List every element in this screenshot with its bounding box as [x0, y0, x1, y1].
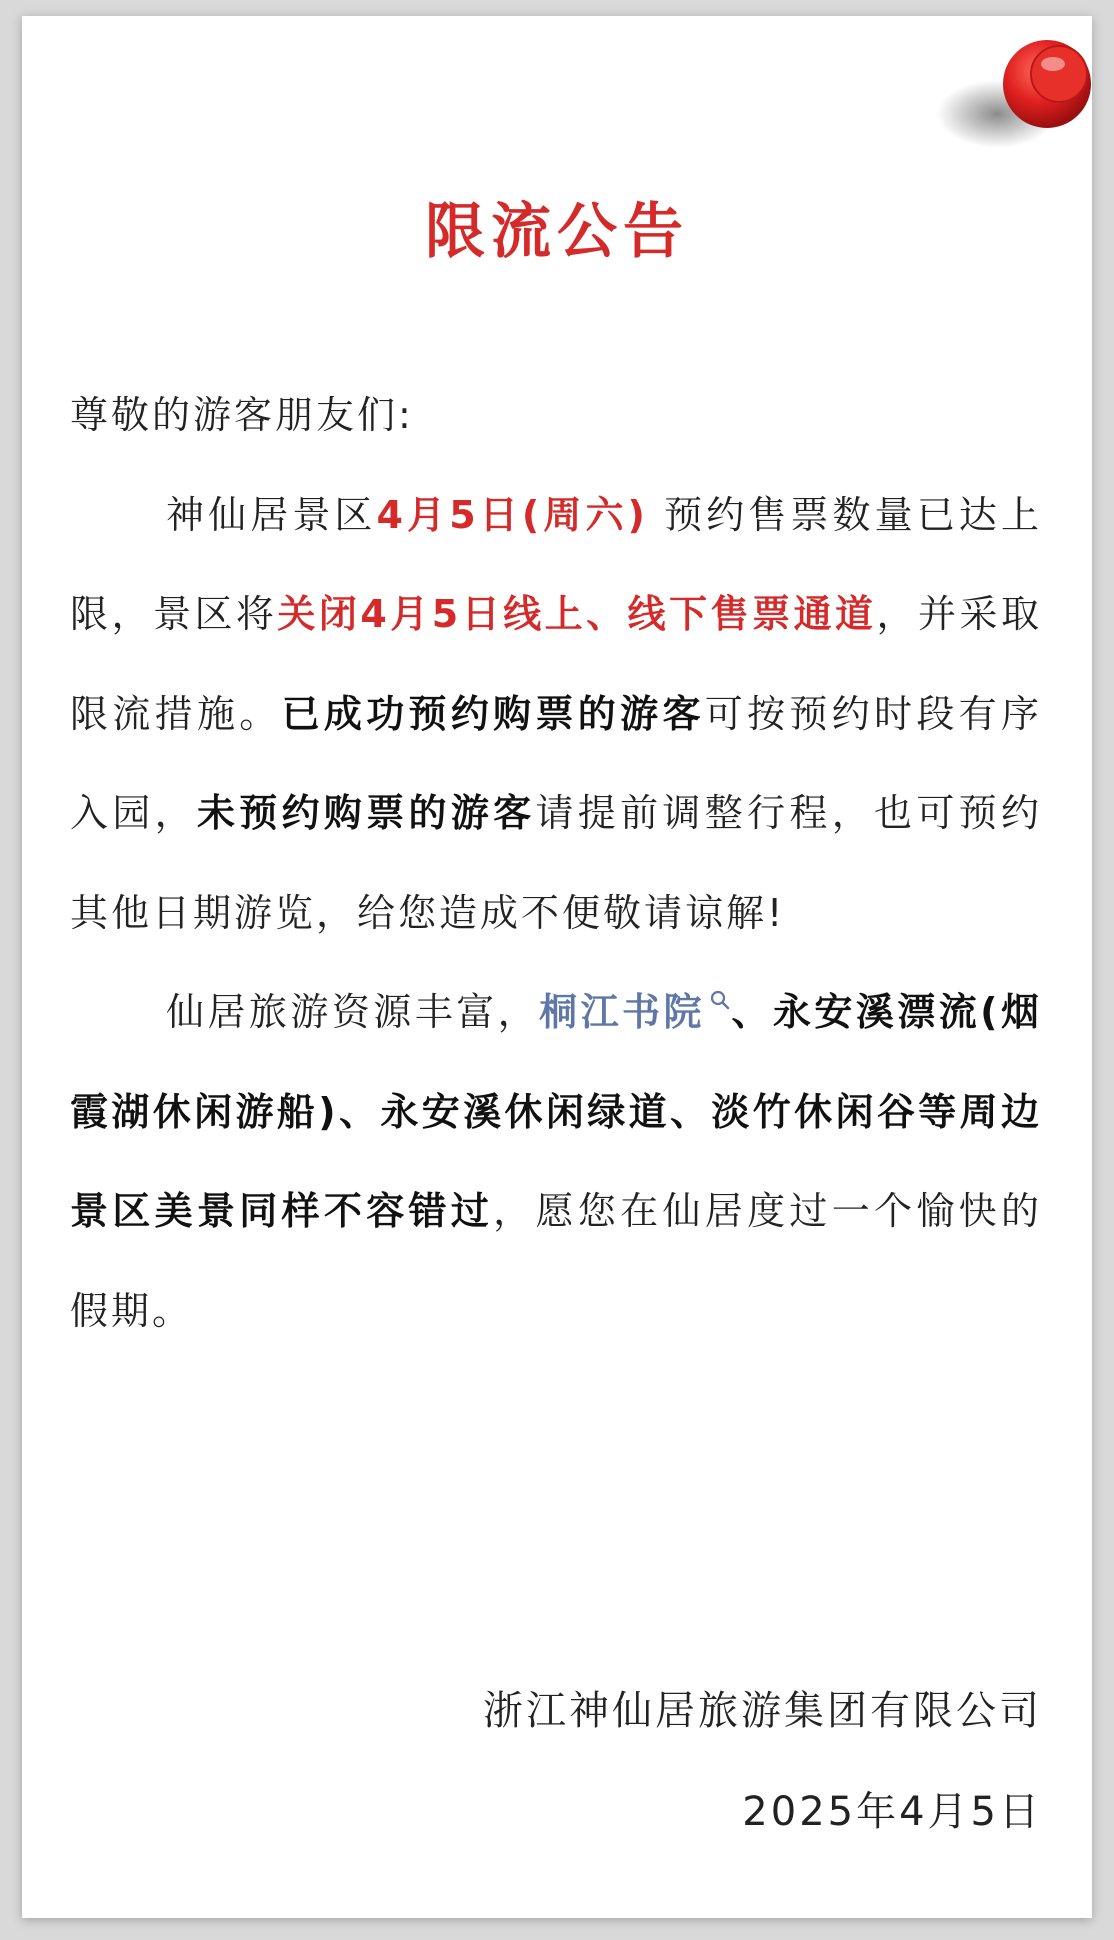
p1-text-4: 可按预约时段有序入园， — [70, 691, 1042, 835]
p2-text-2: ，愿您在仙居度过一个愉快的假期。 — [70, 1189, 1042, 1333]
pushpin-icon — [927, 24, 1107, 164]
company-name: 浙江神仙居旅游集团有限公司 — [483, 1688, 1042, 1734]
p1-text-5: 请提前调整行程，也可预约其他日期游览，给您造成不便敬请谅解! — [70, 791, 1042, 935]
p1-booked-visitors: 已成功预约购票的游客 — [281, 691, 705, 736]
p1-text-1: 神仙居景区 — [166, 492, 377, 537]
p1-date-highlight: 4月5日(周六) — [376, 492, 648, 537]
paragraph-1 — [70, 466, 1042, 964]
p2-attractions: 、永安溪漂流(烟霞湖休闲游船)、永安溪休闲绿道、淡竹休闲谷等周边景区美景同样不容错过 — [70, 990, 1042, 1233]
notice-paper — [22, 16, 1092, 1918]
p1-unbooked-visitors: 未预约购票的游客 — [196, 791, 536, 835]
p1-text-2: 预约售票数量已达上限，景区将 — [70, 492, 1042, 636]
p2-text-1: 仙居旅游资源丰富， — [166, 990, 540, 1034]
notice-title: 限流公告 — [425, 197, 689, 267]
p1-text-3: ，并采取限流措施。 — [70, 592, 1042, 736]
notice-date: 2025年4月5日 — [742, 1789, 1042, 1835]
p1-closure-highlight: 关闭4月5日线上、线下售票通道 — [277, 592, 877, 636]
tongjiang-academy-link[interactable]: 桐江书院 — [539, 990, 705, 1034]
search-icon[interactable] — [709, 989, 731, 1011]
notice-body — [70, 366, 1042, 1361]
greeting: 尊敬的游客朋友们: — [70, 393, 414, 437]
paragraph-2 — [70, 963, 1042, 1361]
signature — [483, 1661, 1042, 1863]
